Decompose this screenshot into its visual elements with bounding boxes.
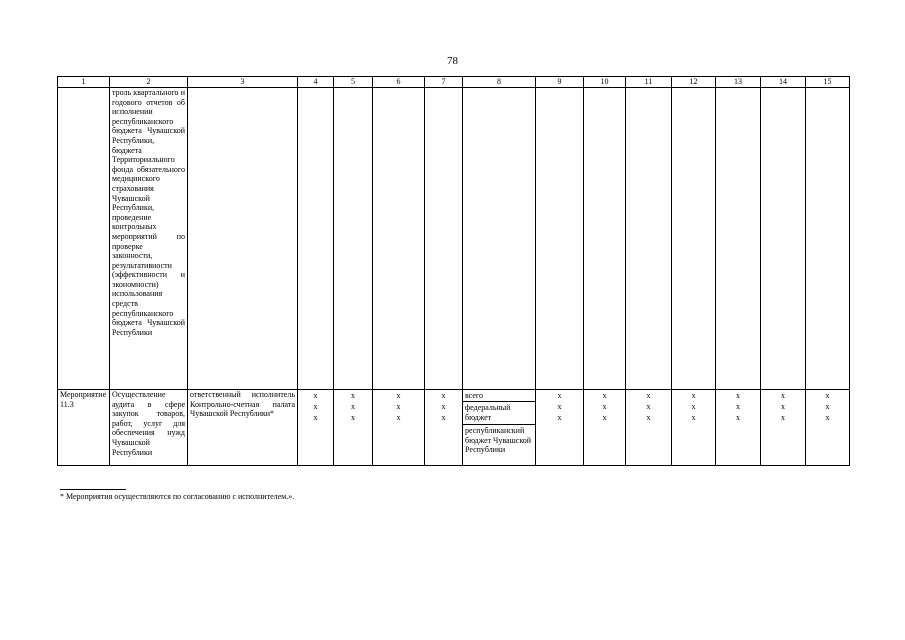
table-header-row	[58, 77, 850, 88]
value-cell: x	[396, 391, 401, 400]
column-header: 12	[672, 77, 716, 88]
value-cell: x	[441, 402, 446, 411]
measure-name: Осуществление аудита в сфере закупок товаров, работ, услуг для обеспечения нужд Чувашской Республики	[110, 390, 188, 466]
value-cell: x	[441, 391, 446, 400]
value-cell: x	[313, 402, 318, 411]
value-cell: x	[602, 391, 607, 400]
continuation-text: троль квартального и годового отчетов об исполнении республиканского бюджета Чувашской Республики, бюджета Территориального фонда обязательного медицинского страхования Чувашской Республики, проведение контрольных мероприятий по проверке законности, результативности (эффективности и экономности) использования средств республиканского бюджета Чувашской Республики	[110, 88, 188, 390]
funding-source: всего	[463, 390, 535, 402]
value-cell: x	[396, 413, 401, 422]
continuation-row	[58, 88, 850, 390]
value-cell: x	[351, 402, 355, 411]
value-cell: x	[396, 402, 401, 411]
value-cell: x	[441, 413, 446, 422]
value-cell: x	[646, 413, 651, 422]
column-header: 13	[716, 77, 761, 88]
footnote: * Мероприятия осуществляются по согласованию с исполнителем.».	[60, 492, 295, 501]
value-cell: x	[736, 413, 740, 422]
column-header: 14	[761, 77, 806, 88]
column-header: 11	[626, 77, 672, 88]
value-cell: x	[602, 413, 607, 422]
value-cell: x	[691, 391, 696, 400]
value-cell: x	[825, 391, 830, 400]
value-cell: x	[646, 391, 651, 400]
column-header: 9	[536, 77, 584, 88]
footnote-divider	[60, 489, 126, 490]
program-table	[57, 76, 850, 466]
value-cell: x	[557, 402, 562, 411]
value-cell: x	[825, 402, 830, 411]
funding-source: республиканский бюджет Чувашской Республики	[465, 426, 532, 455]
measure-label: Мероприятие 11.3	[58, 390, 110, 466]
value-cell: x	[736, 391, 740, 400]
column-header: 5	[334, 77, 373, 88]
funding-sources	[463, 390, 536, 466]
column-header: 4	[298, 77, 334, 88]
column-header: 7	[425, 77, 463, 88]
column-header: 15	[806, 77, 850, 88]
column-header: 10	[584, 77, 626, 88]
value-cell: x	[557, 391, 562, 400]
value-cell: x	[557, 413, 562, 422]
column-header: 2	[110, 77, 188, 88]
column-header: 3	[188, 77, 298, 88]
value-cell: x	[781, 402, 785, 411]
value-cell: x	[736, 402, 740, 411]
measure-row	[58, 390, 850, 466]
value-cell: x	[351, 413, 355, 422]
value-cell: x	[825, 413, 830, 422]
value-cell: x	[781, 413, 785, 422]
value-cell: x	[781, 391, 785, 400]
value-cell: x	[602, 402, 607, 411]
measure-responsible: ответственный исполнитель Контрольно-счетная палата Чувашской Республики*	[188, 390, 298, 466]
page-number: 78	[447, 55, 458, 67]
value-cell: x	[646, 402, 651, 411]
value-cell: x	[351, 391, 355, 400]
value-cell: x	[313, 413, 318, 422]
column-header: 6	[373, 77, 425, 88]
value-cell: x	[691, 413, 696, 422]
value-cell: x	[313, 391, 318, 400]
funding-source: федеральный бюджет	[463, 402, 535, 425]
value-cell: x	[691, 402, 696, 411]
column-header: 1	[58, 77, 110, 88]
column-header: 8	[463, 77, 536, 88]
